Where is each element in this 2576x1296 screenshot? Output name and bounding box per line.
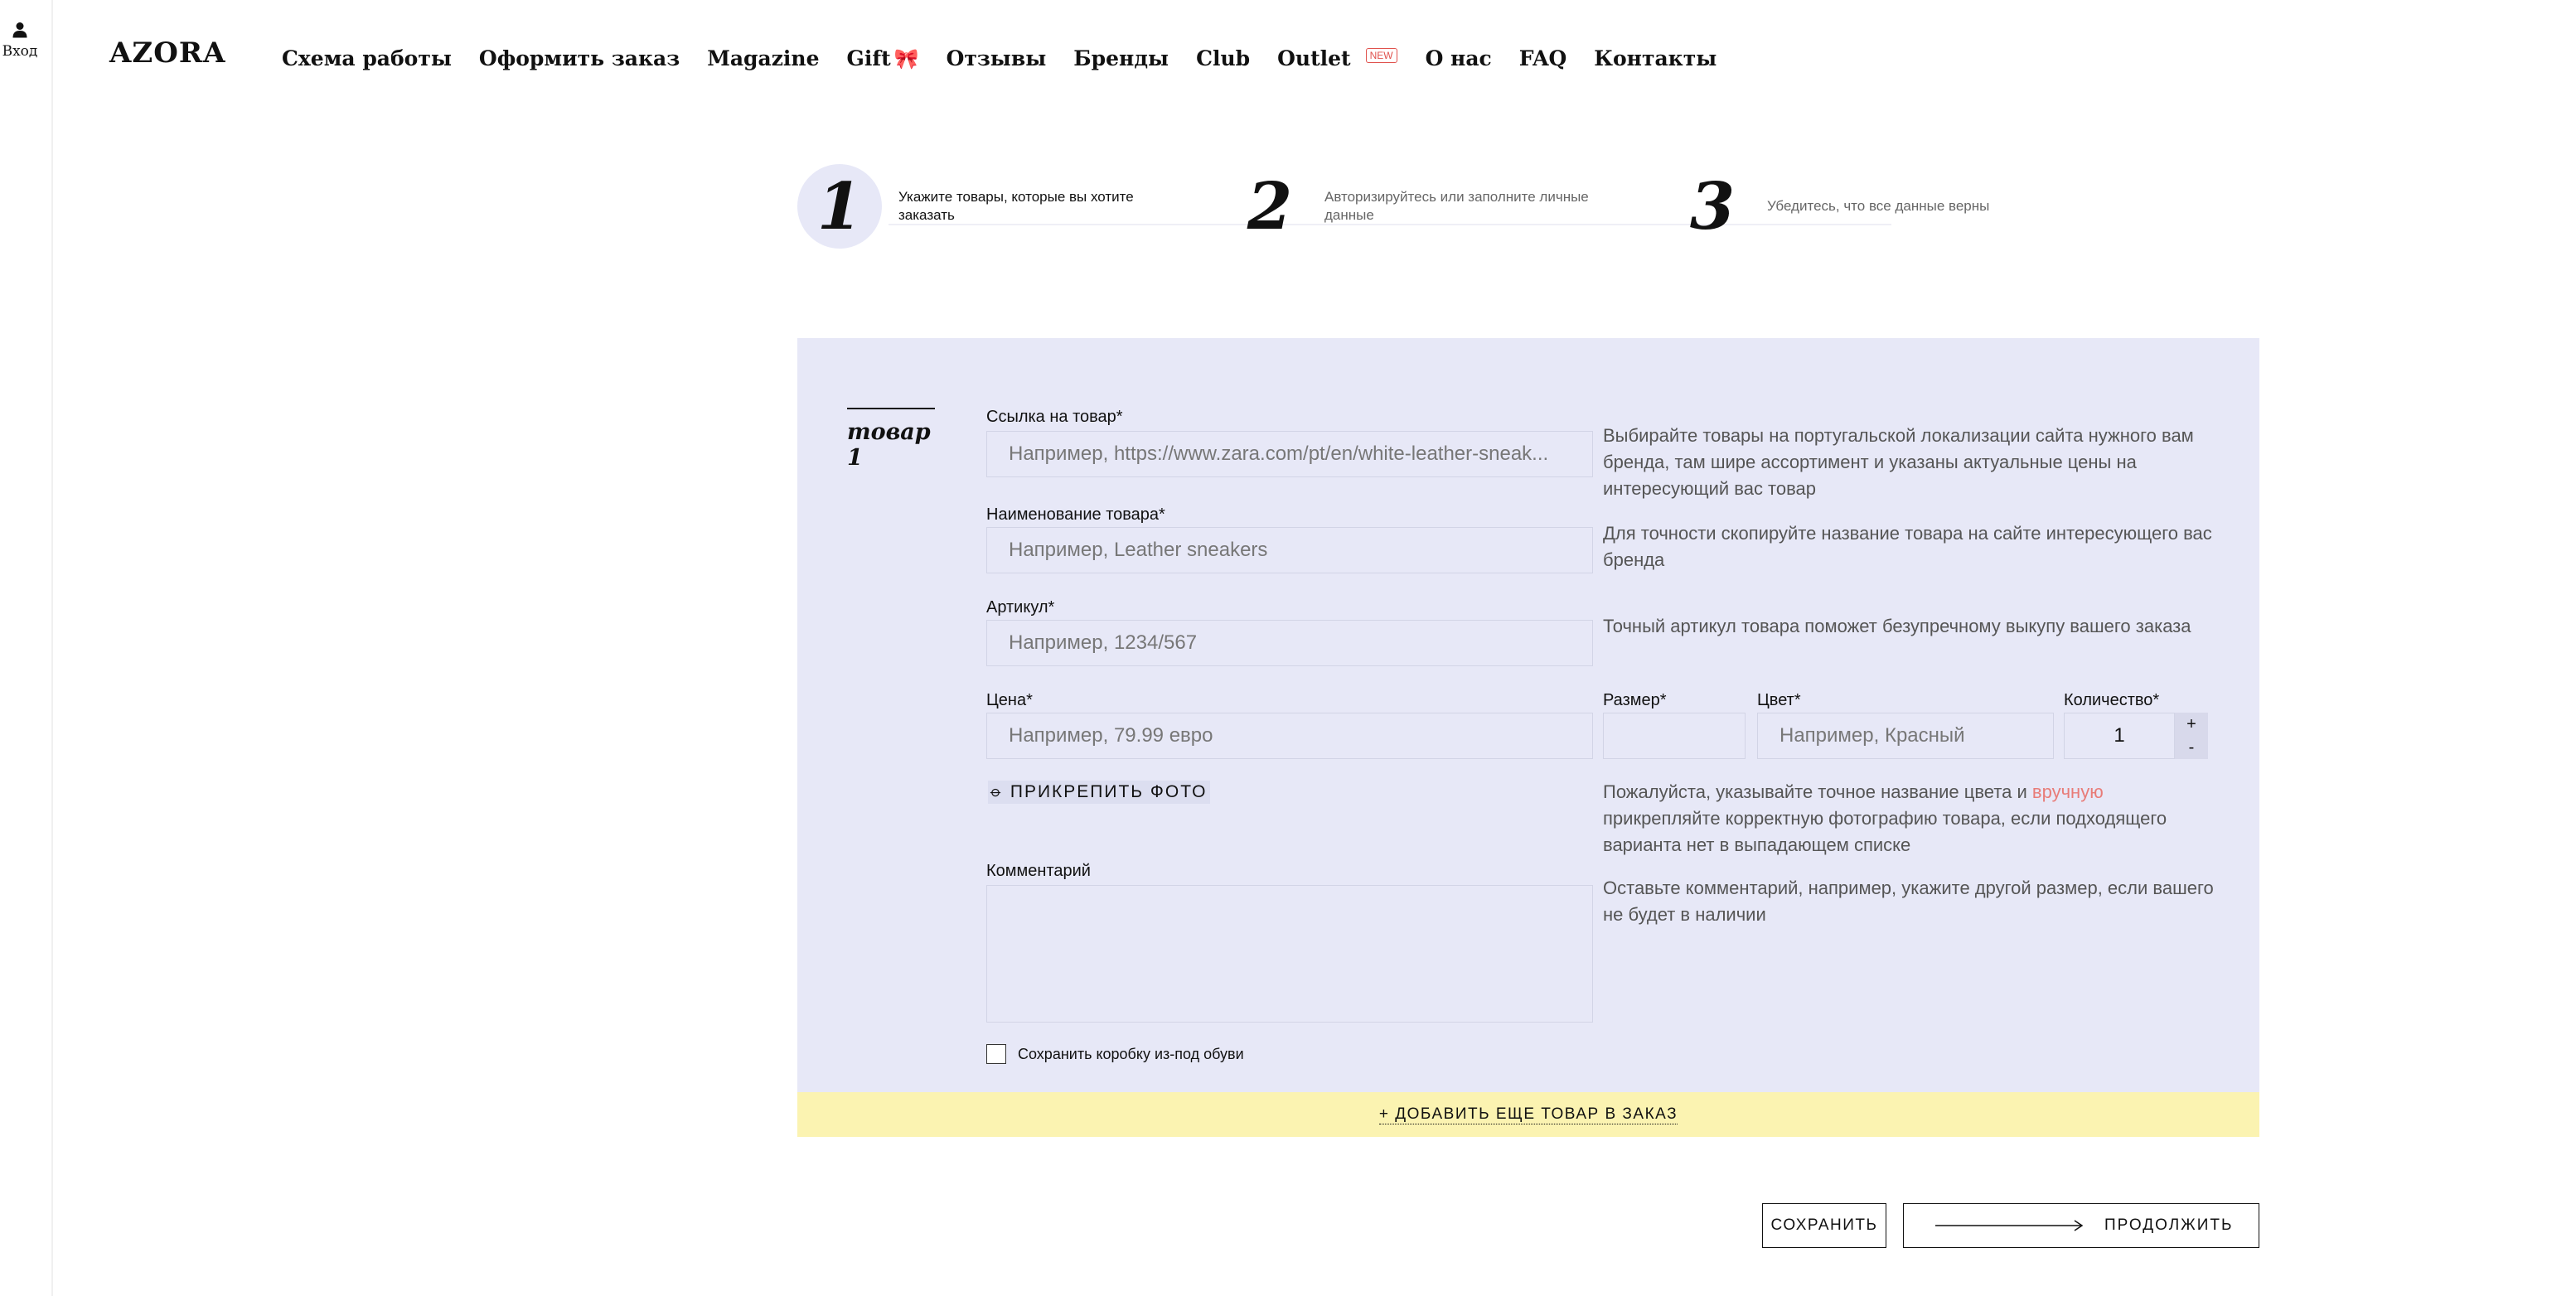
link-placeholder: Например, https://www.zara.com/pt/en/white-leather-sneak... bbox=[1009, 442, 1549, 465]
nav-faq[interactable]: FAQ bbox=[1518, 46, 1567, 70]
color-hint-accent: вручную bbox=[2031, 781, 2104, 802]
step-2-number: 2 bbox=[1245, 164, 1295, 249]
comment-textarea[interactable] bbox=[986, 885, 1593, 1023]
sku-hint: Точный артикул товара поможет безупречному выкупу вашего заказа bbox=[1603, 616, 2191, 636]
login-button[interactable] bbox=[0, 22, 40, 60]
paperclip-icon: ⌀ bbox=[987, 782, 1007, 802]
price-placeholder: Например, 79.99 евро bbox=[1009, 724, 1213, 747]
name-label: Наименование товара* bbox=[986, 505, 1165, 524]
nav-about[interactable]: О нас bbox=[1425, 46, 1492, 70]
add-product-label: + ДОБАВИТЬ ЕЩЕ ТОВАР В ЗАКАЗ bbox=[1378, 1105, 1678, 1123]
nav-scheme[interactable]: Схема работы bbox=[282, 46, 452, 70]
color-input[interactable] bbox=[1757, 713, 2054, 759]
nav-magazine[interactable]: Magazine bbox=[707, 46, 820, 70]
size-label: Размер* bbox=[1603, 691, 1667, 709]
logo[interactable]: AZORA bbox=[109, 36, 226, 70]
nav-outlet[interactable] bbox=[1277, 46, 1393, 70]
new-badge: NEW bbox=[1366, 48, 1397, 63]
comment-label: Комментарий bbox=[986, 862, 1091, 880]
color-hint bbox=[1603, 779, 2216, 858]
color-placeholder: Например, Красный bbox=[1779, 724, 1965, 747]
save-box-label: Сохранить коробку из-под обуви bbox=[1018, 1045, 1244, 1062]
quantity-increase-button[interactable]: + bbox=[2186, 714, 2196, 733]
continue-button[interactable] bbox=[1903, 1203, 2259, 1248]
nav-brands[interactable]: Бренды bbox=[1073, 46, 1169, 70]
sku-placeholder: Например, 1234/567 bbox=[1009, 631, 1198, 654]
comment-hint: Оставьте комментарий, например, укажите другой размер, если вашего не будет в наличии bbox=[1603, 878, 2214, 925]
nav-place-order[interactable]: Оформить заказ bbox=[478, 46, 680, 70]
quantity-input[interactable]: 1 bbox=[2064, 713, 2175, 759]
save-button[interactable]: СОХРАНИТЬ bbox=[1762, 1203, 1886, 1248]
attach-photo-button[interactable] bbox=[988, 781, 1210, 804]
save-box-option[interactable] bbox=[986, 1044, 1244, 1064]
nav-reviews[interactable]: Отзывы bbox=[946, 46, 1047, 70]
sku-input[interactable] bbox=[986, 620, 1593, 666]
arrow-right-icon bbox=[1935, 1220, 2085, 1231]
product-form bbox=[797, 338, 2259, 1092]
link-label: Ссылка на товар* bbox=[986, 408, 1123, 426]
size-select[interactable] bbox=[1603, 713, 1746, 759]
step-3-text: Убедитесь, что все данные верны bbox=[1767, 198, 1990, 214]
nav-contacts[interactable]: Контакты bbox=[1594, 46, 1717, 70]
color-hint-after: прикрепляйте корректную фотографию товара, если подходящего варианта нет в выпадающем списке bbox=[1603, 808, 2167, 855]
price-input[interactable] bbox=[986, 713, 1593, 759]
login-label: Вход bbox=[2, 43, 38, 60]
bow-icon: 🎀 bbox=[893, 46, 919, 70]
save-box-checkbox[interactable] bbox=[986, 1044, 1006, 1064]
user-icon bbox=[12, 22, 27, 38]
checkout-steps bbox=[797, 164, 2090, 255]
step-1-text: Укажите товары, которые вы хотите заказать bbox=[898, 189, 1134, 223]
step-1 bbox=[797, 164, 1180, 249]
left-rail bbox=[0, 0, 53, 1296]
color-hint-before: Пожалуйста, указывайте точное название цвета и bbox=[1603, 781, 2032, 802]
step-2 bbox=[1245, 164, 1631, 249]
name-hint: Для точности скопируйте название товара на сайте интересующего вас бренда bbox=[1603, 523, 2212, 570]
quantity-decrease-button[interactable]: - bbox=[2188, 737, 2195, 757]
quantity-stepper bbox=[2175, 713, 2208, 759]
nav-gift-label: Gift bbox=[846, 46, 891, 70]
step-2-text: Авторизируйтесь или заполните личные данные bbox=[1324, 189, 1589, 223]
price-label: Цена* bbox=[986, 691, 1033, 709]
nav-outlet-label: Outlet bbox=[1277, 46, 1351, 70]
main-nav bbox=[282, 41, 1744, 75]
sku-label: Артикул* bbox=[986, 598, 1055, 617]
attach-photo-label: ПРИКРЕПИТЬ ФОТО bbox=[1010, 782, 1208, 801]
step-3-number: 3 bbox=[1687, 164, 1737, 249]
link-input[interactable] bbox=[986, 431, 1593, 477]
product-tag: товар 1 bbox=[847, 408, 935, 471]
step-1-number: 1 bbox=[797, 164, 882, 249]
quantity-label: Количество* bbox=[2064, 691, 2160, 709]
name-placeholder: Например, Leather sneakers bbox=[1009, 539, 1268, 561]
color-label: Цвет* bbox=[1757, 691, 1801, 709]
name-input[interactable] bbox=[986, 527, 1593, 573]
add-product-button[interactable] bbox=[797, 1092, 2259, 1137]
continue-label: ПРОДОЛЖИТЬ bbox=[2104, 1216, 2234, 1234]
nav-gift[interactable] bbox=[847, 46, 919, 70]
link-hint: Выбирайте товары на португальской локализации сайта нужного вам бренда, там шире ассортимент и указаны актуальные цены на интересующий вас товар bbox=[1603, 425, 2194, 499]
step-3 bbox=[1687, 164, 2057, 249]
nav-club[interactable]: Club bbox=[1196, 46, 1251, 70]
